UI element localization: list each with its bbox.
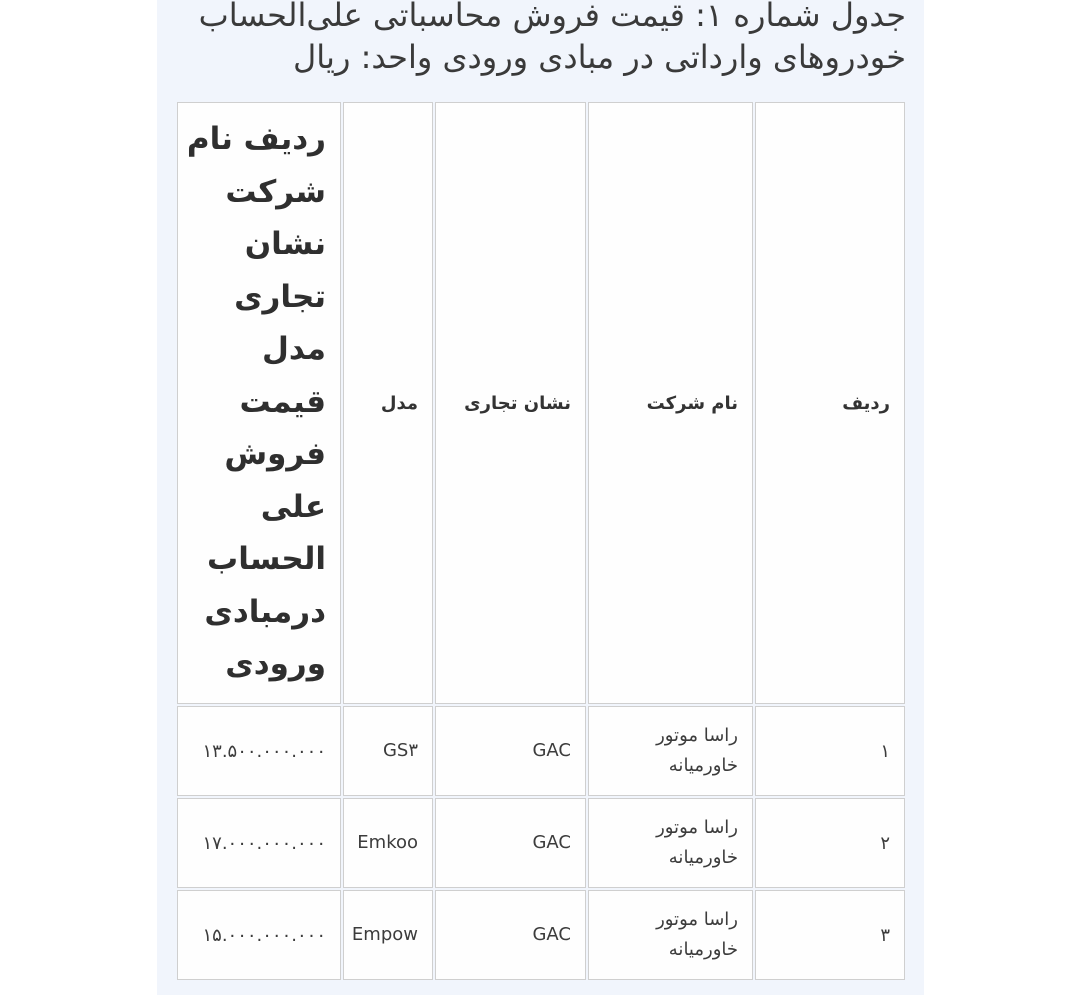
- cell-model: GS۳: [343, 706, 433, 796]
- caption-line-1: جدول شماره ۱: قیمت فروش محاسباتی علی‌الحساب: [198, 0, 906, 34]
- cell-model: Empow: [343, 890, 433, 980]
- cell-company: راسا موتور خاورمیانه: [588, 798, 753, 888]
- cell-brand: GAC: [435, 706, 586, 796]
- cell-price: ۱۳.۵۰۰.۰۰۰.۰۰۰: [177, 706, 341, 796]
- header-model: مدل: [343, 102, 433, 704]
- cell-price: ۱۵.۰۰۰.۰۰۰.۰۰۰: [177, 890, 341, 980]
- caption-line-2: خودروهای وارداتی در مبادی ورودی واحد: ریال: [293, 38, 906, 76]
- header-brand: نشان تجاری: [435, 102, 586, 704]
- header-company: نام شرکت: [588, 102, 753, 704]
- cell-row-number: ۱: [755, 706, 905, 796]
- cell-company: راسا موتور خاورمیانه: [588, 706, 753, 796]
- cell-company: راسا موتور خاورمیانه: [588, 890, 753, 980]
- cell-price: ۱۷.۰۰۰.۰۰۰.۰۰۰: [177, 798, 341, 888]
- cell-row-number: ۳: [755, 890, 905, 980]
- cell-brand: GAC: [435, 890, 586, 980]
- header-row-number: ردیف: [755, 102, 905, 704]
- cell-brand: GAC: [435, 798, 586, 888]
- header-price: ردیف نام شرکت نشان تجاری مدل قیمت فروش علی الحساب درمبادی ورودی: [177, 102, 341, 704]
- cell-row-number: ۲: [755, 798, 905, 888]
- table-caption: [166, 0, 906, 78]
- cell-model: Emkoo: [343, 798, 433, 888]
